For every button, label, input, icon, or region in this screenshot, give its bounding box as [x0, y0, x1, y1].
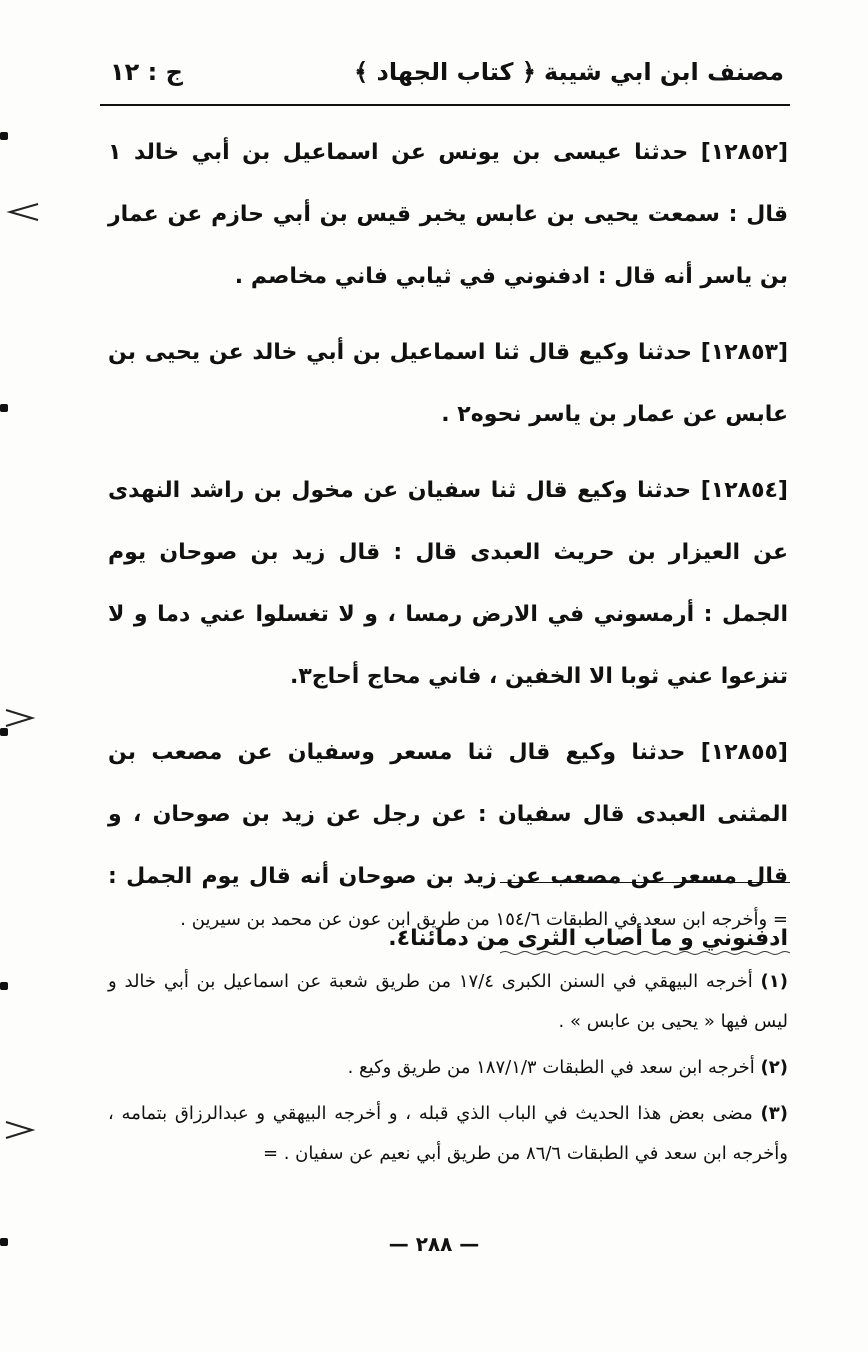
header-rule [100, 104, 790, 106]
scan-edge-mark [0, 404, 8, 412]
hadith-entry [108, 322, 788, 446]
wavy-divider [500, 950, 790, 956]
scan-edge-mark [0, 728, 8, 736]
hadith-text: حدثنا وكيع قال ثنا اسماعيل بن أبي خالد عن يحيى بن عابس عن عمار بن ياسر نحوه٢ . [108, 340, 788, 427]
scan-arrow-mark [4, 200, 40, 224]
footnote-number: (١) [760, 971, 788, 992]
scan-arrow-mark [4, 1118, 40, 1142]
footnote-text: أخرجه ابن سعد في الطبقات ١٨٧/١/٣ من طريق وكيع . [347, 1057, 755, 1078]
hadith-text: حدثنا وكيع قال ثنا مسعر وسفيان عن مصعب بن المثنى العبدى قال سفيان : عن رجل عن زيد بن صوحان ، و قال مسعر عن مصعب عن زيد بن صوحان أنه قال يوم الجمل : ادفنوني و ما أصاب الثرى من دمائنا٤. [108, 740, 788, 951]
hadith-number: [١٢٨٥٢] [700, 140, 788, 165]
hadith-number: [١٢٨٥٤] [700, 478, 788, 503]
footnote-number: (٢) [760, 1057, 788, 1078]
scan-arrow-mark [4, 706, 40, 730]
header-title: مصنف ابن ابي شيبة [543, 58, 784, 86]
hadith-entry [108, 460, 788, 708]
hadith-entry [108, 122, 788, 308]
header-volume: ج : ١٢ [110, 58, 183, 86]
page-number: — ٢٨٨ — [388, 1232, 480, 1256]
hadith-body [108, 122, 788, 984]
footnote-continuation: = وأخرجه ابن سعد في الطبقات ١٥٤/٦ من طريق ابن عون عن محمد بن سيرين . [180, 909, 788, 930]
hadith-number: [١٢٨٥٣] [700, 340, 788, 365]
scan-edge-mark [0, 132, 8, 140]
footnote-rule [500, 882, 790, 883]
footnotes [108, 962, 788, 1180]
footnote-text: مضى بعض هذا الحديث في الباب الذي قبله ، و أخرجه البيهقي و عبدالرزاق بتمامه ، وأخرجه ابن سعد في الطبقات ٨٦/٦ من طريق أبي نعيم عن سفيان . = [108, 1103, 788, 1164]
hadith-number: [١٢٨٥٥] [700, 740, 788, 765]
hadith-text: حدثنا وكيع قال ثنا سفيان عن مخول بن راشد النهدى عن العيزار بن حريث العبدى قال : قال زيد بن صوحان يوم الجمل : أرمسوني في الارض رمسا ، و لا تغسلوا عني دما و لا تنزعوا عني ثوبا الا الخفين ، فاني محاج أحاج٣. [108, 478, 788, 689]
running-header [100, 58, 790, 98]
footnote-text: أخرجه البيهقي في السنن الكبرى ١٧/٤ من طريق شعبة عن اسماعيل بن أبي خالد و ليس فيها « يحيى بن عابس » . [108, 971, 788, 1032]
scan-edge-mark [0, 1238, 8, 1246]
footnote [108, 1094, 788, 1174]
footnote-number: (٣) [760, 1103, 788, 1124]
header-book-title: ﴿ كتاب الجهاد ﴾ [354, 58, 536, 86]
scan-edge-mark [0, 982, 8, 990]
hadith-text: حدثنا عيسى بن يونس عن اسماعيل بن أبي خالد ١ قال : سمعت يحيى بن عابس يخبر قيس بن أبي حازم عن عمار بن ياسر أنه قال : ادفنوني في ثيابي فاني مخاصم . [108, 140, 788, 289]
footnote [108, 962, 788, 1042]
footnote [108, 1048, 788, 1088]
